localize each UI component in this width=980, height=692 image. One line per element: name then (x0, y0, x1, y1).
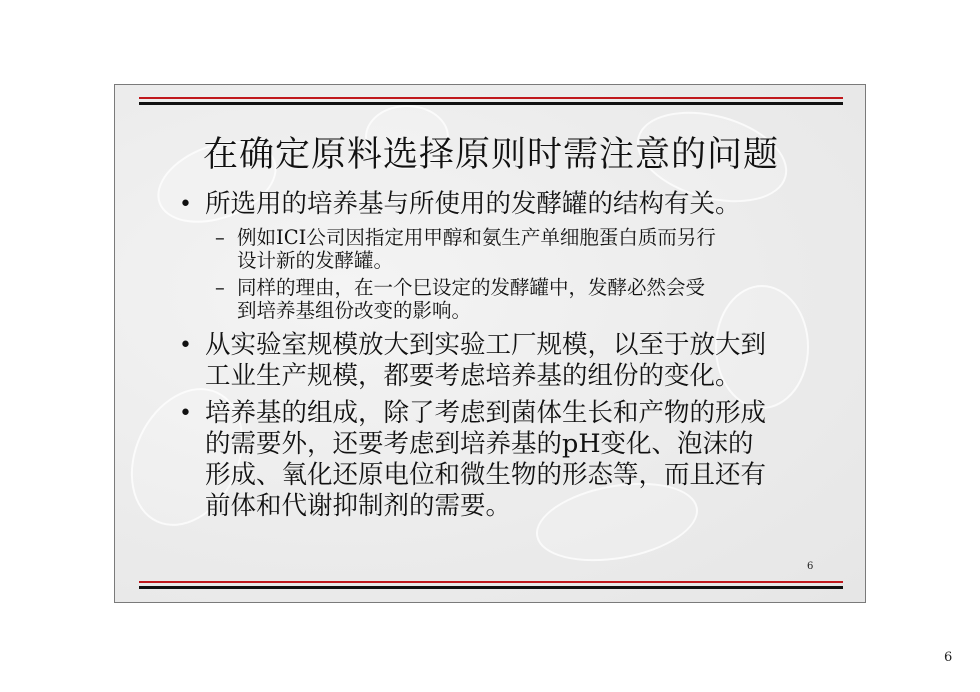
bullet-1 (179, 189, 819, 220)
bullet-3-line-4: 前体和代谢抑制剂的需要。 (205, 491, 512, 521)
slide-number: 6 (807, 561, 814, 572)
bullet-2 (179, 330, 819, 392)
sub-bullet-1-line-1: 例如ICI公司因指定用甲醇和氨生产单细胞蛋白质而另行 (237, 226, 716, 249)
slide (114, 84, 866, 603)
bullet-3-line-3: 形成、氧化还原电位和微生物的形态等，而且还有 (205, 460, 767, 490)
bottom-black-rule (139, 586, 843, 589)
bullet-3-line-1: 培养基的组成，除了考虑到菌体生长和产物的形成 (205, 398, 767, 428)
bullet-dot: • (179, 192, 192, 217)
sub-bullet-2-line-1: 同样的理由，在一个巳设定的发酵罐中，发酵必然会受 (237, 276, 706, 299)
sub-bullet-dash: – (215, 276, 225, 299)
top-red-rule (139, 97, 843, 99)
bullet-3 (179, 398, 819, 522)
bottom-red-rule (139, 581, 843, 583)
bullet-1-text: 所选用的培养基与所使用的发酵罐的结构有关。 (205, 189, 741, 219)
bullet-dot: • (179, 333, 192, 358)
sub-bullet-dash: – (215, 226, 225, 249)
top-black-rule (139, 102, 843, 105)
bullet-dot: • (179, 401, 192, 426)
sub-bullet-1-line-2: 设计新的发酵罐。 (237, 249, 394, 272)
bullet-3-line-2: 的需要外，还要考虑到培养基的pH变化、泡沫的 (205, 429, 754, 459)
slide-content (179, 189, 819, 528)
bullet-2-line-1: 从实验室规模放大到实验工厂规模，以至于放大到 (205, 330, 767, 360)
sub-bullet-2 (179, 276, 819, 322)
bullet-2-line-2: 工业生产规模，都要考虑培养基的组份的变化。 (205, 361, 741, 391)
sub-bullet-2-line-2: 到培养基组份改变的影响。 (237, 299, 472, 322)
slide-title: 在确定原料选择原则时需注意的问题 (202, 135, 779, 175)
sub-bullet-1 (179, 226, 819, 272)
page-number: 6 (944, 650, 953, 665)
